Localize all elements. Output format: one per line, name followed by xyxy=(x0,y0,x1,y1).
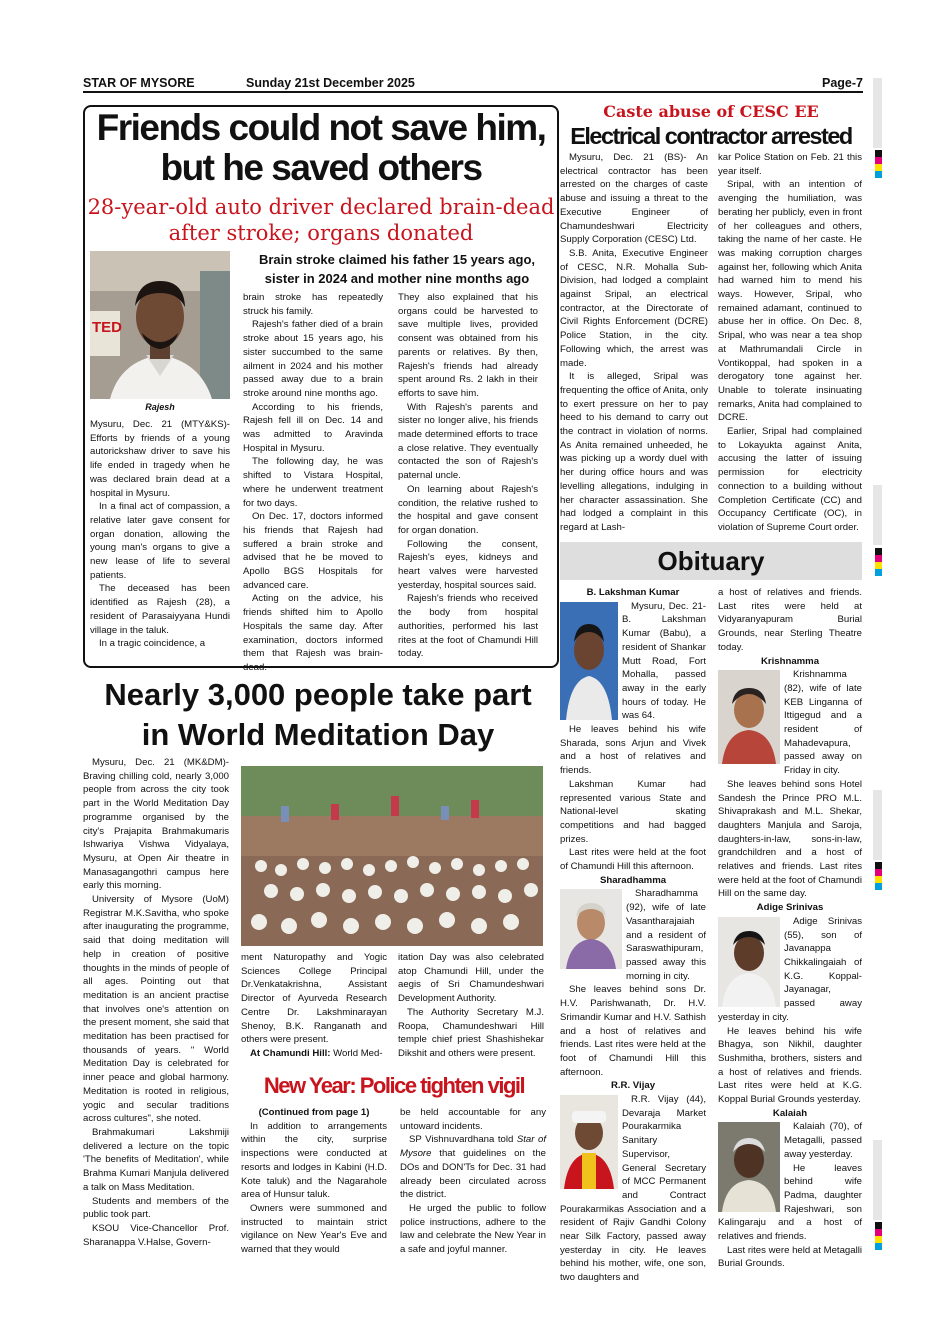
paragraph: According to his friends, Rajesh fell ill on Dec. 14 and was admitted to Aravinda Hospital in Mysuru. xyxy=(243,401,383,454)
paragraph: In a final act of compassion, a relative later gave consent for organ donation, allowing the young man's organs to give a new lease of life to several patients. xyxy=(90,501,230,581)
story3-headline xyxy=(83,675,553,755)
story1-column-3 xyxy=(398,291,538,661)
story4-headline: New Year: Police tighten vigil xyxy=(263,1073,525,1098)
publication-mention: Star of Mysore xyxy=(400,1134,546,1160)
reg-mark-cyan xyxy=(875,883,882,890)
obituary-title: Obituary xyxy=(657,546,765,576)
registration-bar xyxy=(873,790,882,860)
story4-column-2 xyxy=(400,1106,546,1257)
paragraph: KSOU Vice-Chancellor Prof. Sharanappa V.Halse, Govern- xyxy=(83,1222,229,1248)
reg-mark-yellow xyxy=(875,562,882,569)
obituary-name: Krishnamma xyxy=(760,655,820,667)
obituary-photo-vijay xyxy=(560,1095,618,1189)
paragraph: Last rites were held at the foot of Chamundi Hill this afternoon. xyxy=(560,847,706,873)
issue-date: Sunday 21st December 2025 xyxy=(246,76,415,90)
paragraph: Kalaiah (70), of Metagalli, passed away yesterday. xyxy=(784,1121,862,1160)
story1-subhead-line2: after stroke; organs donated xyxy=(168,221,474,245)
reg-mark-yellow xyxy=(875,876,882,883)
paragraph: Brahmakumari Lakshmiji delivered a lecture on the topic 'The benefits of Meditation', while Brahma Kumari Manjula delivered a talk on Mass Meditation. xyxy=(83,1126,229,1193)
paragraph: They also explained that his organs could be harvested to save multiple lives, provided consent was obtained from his parents or relatives. By then, Rajesh's friends had already spent around Rs. 2 lakh in their efforts to save him. xyxy=(398,292,538,399)
reg-mark-magenta xyxy=(875,869,882,876)
obituary-photo-kalaiah xyxy=(718,1122,780,1212)
paragraph: Students and members of the public took part. xyxy=(83,1195,229,1221)
story1-kicker xyxy=(238,250,556,288)
reg-mark-yellow xyxy=(875,1236,882,1243)
paragraph: Earlier, Sripal had complained to Lokayukta against Anita, accusing the latter of issuing permission for electricity connection to a building without Completion Certificate (CC) and Occupancy Certificate (OC), in violation of Supreme Court order. xyxy=(718,426,862,533)
story1-headline-line1: Friends could not save him, xyxy=(96,107,546,148)
registration-bar xyxy=(873,485,882,545)
obituary-name: R.R. Vijay xyxy=(610,1080,656,1092)
paragraph: Krishnamma (82), wife of late KEB Linganna of Ittigegud and a resident of Mahadevapura, passed away on Friday in city. xyxy=(784,669,862,777)
header-rule xyxy=(83,91,863,93)
paragraph: He leaves behind wife Padma, daughter Rajeshwari, son Kalingaraju and a host of relatives and friends. xyxy=(718,1162,862,1243)
paragraph: In addition to arrangements within the city, surprise inspections were conducted at resorts and lodges in Kabini (H.D. Kote taluk) and the Nagarahole area of Hunsur taluk. xyxy=(241,1120,387,1201)
paragraph: Last rites were held at Metagalli Burial Grounds. xyxy=(718,1244,862,1270)
story2-column-2 xyxy=(718,151,862,535)
rajesh-photo xyxy=(90,251,230,399)
paragraph: ment Naturopathy and Yogic Sciences College Principal Dr.Venkatakrishna, Assistant Director of Ayurveda Research Centre Dr. Lakshminarayan Shenoy, B.K. Ranganath and others were present. xyxy=(241,952,387,1046)
reg-mark-magenta xyxy=(875,1229,882,1236)
obituary-column-left xyxy=(560,586,706,1285)
paragraph: brain stroke has repeatedly struck his family. xyxy=(243,292,383,317)
story1-subhead-line1: 28-year-old auto driver declared brain-dead xyxy=(87,195,555,219)
obituary-photo-lakshman xyxy=(560,602,618,720)
story1-subhead xyxy=(86,194,556,246)
registration-bar xyxy=(873,78,882,148)
reg-mark-cyan xyxy=(875,171,882,178)
paragraph-fragment: that guidelines on the DOs and DON'Ts for Dec. 31 had already been circulated across the district. xyxy=(400,1148,546,1201)
story1-kicker-line1: Brain stroke claimed his father 15 years ago, xyxy=(258,252,535,267)
paragraph: She leaves behind sons Hotel Sandesh the Prince PRO M.L. Shivaprakash and M.L. Shekar, daughters Manjula and Saroja, daughters-in-law, sons-in-law, grandchildren and a host of relatives and friends. Last rites were held at the foot of Chamundi Hill on the same day. xyxy=(718,778,862,900)
paragraph: With Rajesh's parents and sister no longer alive, his friends made determined efforts to trace a close relative. They eventually contacted the son of Rajesh's paternal uncle. xyxy=(398,401,538,482)
reg-mark-cyan xyxy=(875,569,882,576)
obituary-name: Sharadhamma xyxy=(599,874,667,886)
paragraph: Sripal, with an intention of avenging the humiliation, was berating her publicly, even in front of her colleagues and others, taking the name of her caste. He was making corruption charges against her, following which Anita had warned him to mend his ways. However, Sripal, who remained adamant, continued to abuse her in office. On Dec. 8, Sripal, who was near a tea shop at Mathrumandali Circle in Vontikoppal, had spoken in a derogatory tone against her. Unable to tolerate insinuating remarks, Anita had complained to DCRE. xyxy=(718,179,862,424)
story3-column-1 xyxy=(83,756,229,1249)
reg-mark-black xyxy=(875,548,882,555)
registration-bar xyxy=(873,1140,882,1220)
reg-mark-cyan xyxy=(875,1243,882,1250)
obituary-name: B. Lakshman Kumar xyxy=(586,587,680,598)
story2-kicker: Caste abuse of CESC EE xyxy=(603,102,819,121)
rajesh-photo-caption: Rajesh xyxy=(145,402,175,412)
paragraph: He leaves behind his wife Bhagya, son Nikhil, daughter Sushmitha, brothers, sisters and a host of relatives and friends. Last rites were held at K.G. Koppal Burial Grounds yesterday. xyxy=(718,1025,862,1106)
obituary-name: Adige Srinivas xyxy=(756,902,824,914)
paragraph: Owners were summoned and instructed to maintain strict vigilance on New Year's Eve and warned that they would xyxy=(241,1202,387,1256)
continued-note: (Continued from page 1) xyxy=(258,1107,370,1118)
paragraph: Mysuru, Dec. 21 (BS)- An electrical contractor has been arrested on the charges of caste abuse and issuing a threat to the Executive Engineer of Chamundeshwari Electricity Supply Corporation (CESC) Ltd. xyxy=(560,152,708,246)
paragraph: R.R. Vijay (44), Devaraja Market Pourakarmika Sanitary Supervisor, General Secretary of MCC Permanent and Contract Pourakarmikas Association and a resident of Rajiv Gandhi Colony near Silk Factory, passed away yesterday in city. He leaves behind his mother, wife, one son, two daughters and xyxy=(560,1094,706,1284)
reg-mark-black xyxy=(875,1222,882,1229)
story3-headline-line1: Nearly 3,000 people take part xyxy=(104,677,532,712)
paragraph: On learning about Rajesh's condition, the relative rushed to the hospital and gave consent for organ donation. xyxy=(398,483,538,536)
obituary-name: Kalaiah xyxy=(772,1107,808,1119)
paragraph: kar Police Station on Feb. 21 this year itself. xyxy=(718,152,862,177)
paragraph-fragment: SP Vishnuvardhana told xyxy=(409,1134,517,1146)
paragraph: Lakshman Kumar had represented various State and National-level skating competitions and had bagged prizes. xyxy=(560,778,706,845)
reg-mark-black xyxy=(875,150,882,157)
publication-name: STAR OF MYSORE xyxy=(83,76,195,90)
page-number: Page-7 xyxy=(822,76,863,90)
story2-column-1 xyxy=(560,151,708,535)
paragraph: He leaves behind his wife Sharada, sons Arjun and Vivek and a host of relatives and friends. xyxy=(560,724,706,777)
paragraph: She leaves behind sons Dr. H.V. Parishwanath, Dr. H.V. Srimandir Kumar and H.V. Sathish and a host of relatives and friends. Last rites were held at the foot of Chamundi Hill this afternoon. xyxy=(560,984,706,1078)
story3-headline-line2: in World Meditation Day xyxy=(141,717,495,752)
obituary-photo-sharadhamma xyxy=(560,889,622,969)
story1-column-2 xyxy=(243,291,383,675)
paragraph: Rajesh's friends who received the body from hospital authorities, performed his last rites at the foot of Chamundi Hill today. xyxy=(398,593,538,660)
paragraph: S.B. Anita, Executive Engineer of CESC, N.R. Mohalla Sub-Division, had lodged a complaint against Sripal, an electrical contractor, at the Directorate of Civil Rights Enforcement (DCRE) Police Station, in the city. Following which, the arrest was made. xyxy=(560,247,708,369)
story1-headline-line2: but he saved others xyxy=(160,147,482,188)
paragraph-fragment: World Med- xyxy=(330,1047,383,1059)
story3-column-2 xyxy=(241,951,387,1061)
paragraph: The Authority Secretary M.J. Roopa, Chamundeshwari Hill temple chief priest Shashishekar Dikshit and others were present. xyxy=(398,1006,544,1059)
paragraph: be held accountable for any untoward incidents. xyxy=(400,1107,546,1132)
rajesh-photo-sign: TED xyxy=(92,319,122,336)
obituary-photo-adige-srinivas xyxy=(718,917,780,1007)
reg-mark-magenta xyxy=(875,555,882,562)
paragraph: On Dec. 17, doctors informed his friends that Rajesh had suffered a brain stroke and advised that he be moved to Apollo BGS Hospitals for advanced care. xyxy=(243,511,383,591)
story3-subhead-chamundi: At Chamundi Hill: xyxy=(250,1047,331,1059)
paragraph: itation Day was also celebrated atop Chamundi Hill, under the aegis of Sri Chamundeshwari Development Authority. xyxy=(398,952,544,1005)
reg-mark-black xyxy=(875,862,882,869)
story1-headline xyxy=(86,108,556,188)
story2-headline: Electrical contractor arrested xyxy=(570,123,852,149)
story1-column-1 xyxy=(90,418,230,651)
paragraph: a host of relatives and friends. Last rites were held at Vidyaranyapuram Burial Grounds, near Sterling Theatre today. xyxy=(718,587,862,653)
page-header xyxy=(83,74,863,92)
paragraph: Mysuru, Dec. 21- B. Lakshman Kumar (Babu), a resident of Shankar Mutt Road, Fort Mohalla, passed away in the early hours of today. He was 64. xyxy=(622,600,706,722)
paragraph: Rajesh's father died of a brain stroke about 15 years ago, his sister succumbed to the same ailment in 2024 and his mother passed away due to a brain stroke around nine months ago. xyxy=(243,319,383,399)
obituary-column-right xyxy=(718,586,862,1271)
story1-kicker-line2: sister in 2024 and mother nine months ago xyxy=(264,271,530,286)
paragraph: In a tragic coincidence, a xyxy=(99,638,206,650)
meditation-crowd-photo xyxy=(241,766,543,946)
paragraph: Mysuru, Dec. 21 (MK&DM)- Braving chilling cold, nearly 3,000 people from across the city took part in the World Meditation Day programme organised by the city's Prajapita Brahmakumaris Ishwariya Vishwa Vidyalaya, Mysuru, at Open Air theatre in Manasagangothri campus here early this morning. xyxy=(83,757,229,892)
paragraph: He urged the public to follow police instructions, adhere to the law and celebrate the New Year in a safe and joyful manner. xyxy=(400,1202,546,1256)
paragraph: Adige Srinivas (55), son of Javanappa Chikkalingaiah of K.G. Koppal-Jayanagar, passed away yesterday in city. xyxy=(718,915,862,1023)
story4-column-1 xyxy=(241,1106,387,1257)
paragraph: Sharadhamma (92), wife of late Vasantharajaiah and a resident of Saraswathipuram, passed away this morning in city. xyxy=(626,888,706,982)
reg-mark-magenta xyxy=(875,157,882,164)
paragraph: Acting on the advice, his friends shifted him to Apollo Hospitals the same day. After examination, doctors informed them that Rajesh was brain-dead. xyxy=(243,593,383,673)
paragraph: The deceased has been identified as Rajesh (28), a resident of Parasaiyyana Hundi village in the taluk. xyxy=(90,583,230,636)
obituary-photo-krishnamma xyxy=(718,670,780,764)
reg-mark-yellow xyxy=(875,164,882,171)
paragraph: University of Mysore (UoM) Registrar M.K.Savitha, who spoke after inaugurating the programme, said that doing meditation will help in creation of positive thoughts in the minds of people of all ages. Pointing out that meditation is an ancient practise that involves one's attention on the present moment, she said that meditation has been practised for thousands of years. " World Meditation Day is celebrated for inner peace and global harmony. Meditation is rooted in religious, yogic and secular traditions across cultures", she noted. xyxy=(83,894,229,1125)
paragraph: The following day, he was shifted to Vistara Hospital, where he underwent treatment for two days. xyxy=(243,456,383,509)
story3-column-3 xyxy=(398,951,544,1061)
paragraph: Following the consent, Rajesh's eyes, kidneys and heart valves were harvested yesterday, hospital sources said. xyxy=(398,538,538,591)
paragraph: Mysuru, Dec. 21 (MTY&KS)- Efforts by friends of a young autorickshaw driver to save his life ended in tragedy when he was declared brain dead at a hospital in Mysuru. xyxy=(90,419,230,499)
paragraph: It is alleged, Sripal was frequenting the office of Anita, only to exert pressure on her to pay heed to his demand to carry out the contract in violation of norms. As Anita remained unheeded, he was picking up a wordy duel with her during office hours and was levelling allegations, indulging in her character assassination. She had lodged a complaint in this regard at Lash- xyxy=(560,371,708,533)
